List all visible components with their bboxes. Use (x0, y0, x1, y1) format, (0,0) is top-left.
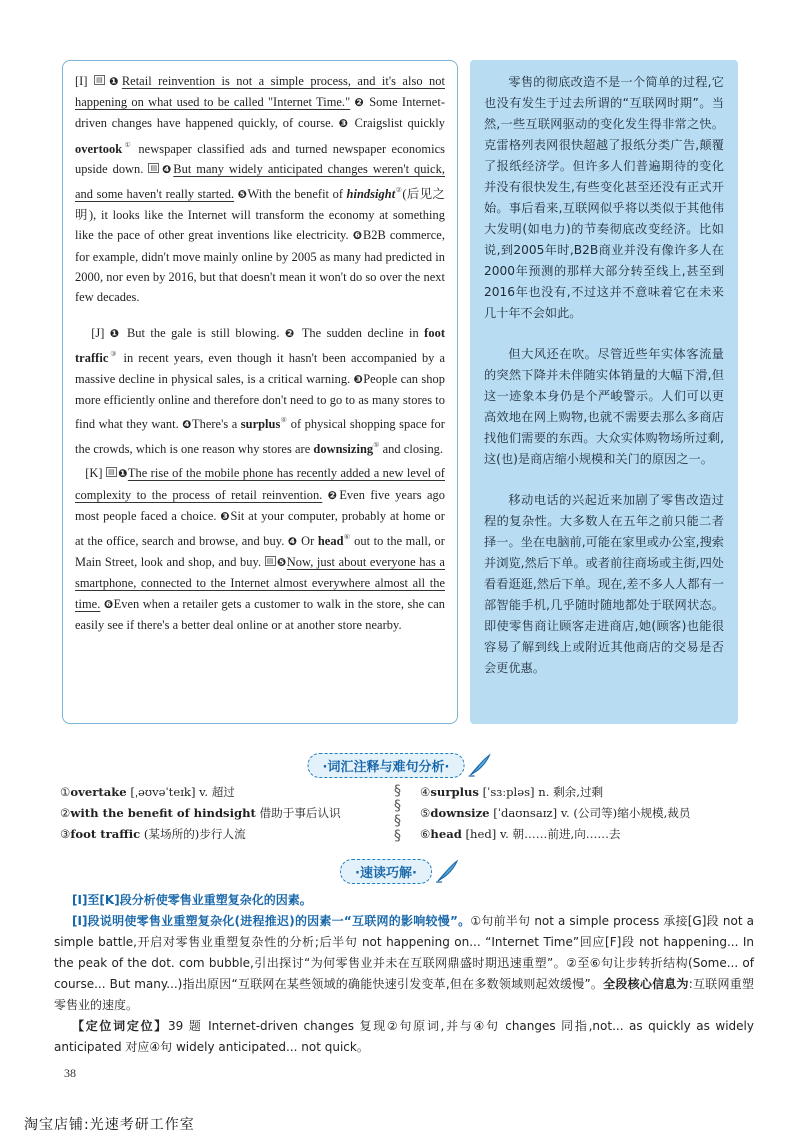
note-marker: ① (122, 140, 134, 149)
sentence-k-3: Sit at your computer, probably at home or at the office, search and browse, and buy. (75, 508, 445, 549)
sentence-j-3: People can shop more efficiently online and therefore don't need to go to as many stores to find what they want. (75, 371, 445, 432)
vocab-column-right (420, 782, 750, 845)
sentence-num-2: ❷ (354, 96, 365, 110)
sentence-i-6: B2B commerce, for example, didn't move mainly online by 2005 as many had predicted in 2000, nor even by 2016, but that doesn't mean it won't do so over the next few decades. (75, 228, 445, 305)
sentence-k-6: Even when a retailer gets a customer to walk in the store, she can easily see if there's a better deal online or at another store nearby. (75, 596, 445, 632)
binder-coil-icon: § § § § (394, 783, 401, 844)
vocab-word-downsizing: downsizing (313, 442, 374, 457)
sentence-j-4b: of physical shopping space for the crowds, which is one reason why stores are (75, 417, 445, 457)
paragraph-j (75, 323, 445, 459)
analysis-heading (54, 890, 754, 911)
speed-section-banner (340, 858, 460, 884)
sentence-num-6: ❻ (103, 597, 114, 611)
sentence-num-3: ❸ (220, 509, 231, 523)
paragraph-label-i: [I] (75, 74, 88, 88)
vocab-def: [hed] v. 朝……前进,向……去 (461, 827, 621, 841)
vocab-item (420, 803, 750, 824)
sentence-num-4: ❹ (182, 418, 192, 432)
quill-icon (466, 752, 492, 778)
vocab-def: 借助于事后认识 (255, 806, 341, 820)
translation-paragraph-j: 但大风还在吹。尽管近些年实体客流量的突然下降并未伴随实体销量的大幅下滑,但这一迹象本身仍是个严峻警示。人们可以更高效地在网上购物,也就不需要去那么多商店找他们需要的东西。大众实体购物场所过剩,这(也)是商店缩小规模和关门的原因之一。 (484, 347, 724, 466)
sentence-num-3: ❸ (338, 117, 350, 131)
analysis-section (54, 890, 754, 1058)
locate-label: 【定位词定位】 (72, 1019, 169, 1033)
vocab-item (60, 824, 390, 845)
note-marker: ⑥ (343, 533, 351, 542)
sentence-k-4b: out to the mall, or Main Street, look and shop, and buy. (75, 534, 445, 570)
note-marker: ⑤ (373, 441, 380, 450)
sentence-num-4: ❹ (287, 535, 298, 549)
marker-icon: ▤ (94, 75, 105, 85)
page-number: 38 (64, 1066, 76, 1080)
gloss: (后见之明) (75, 187, 445, 223)
sentence-k-4a: Or (301, 534, 318, 549)
paragraph-i (75, 71, 445, 307)
sentence-j-4a: There's a (191, 417, 241, 432)
sentence-i-1: Retail reinvention is not a simple process, and it's also not happening on what used to be called "Internet Time." (75, 74, 445, 110)
vocab-word-surplus: surplus (240, 417, 281, 432)
locate-body: 39 题 Internet-driven changes 复现②句原词,并与④句 changes 同指,not... as quickly as widely anticipated 对应④句 widely anticipated... not quick。 (54, 1019, 754, 1054)
sentence-num-5: ❺ (237, 188, 248, 202)
sentence-j-4c: and closing. (379, 442, 444, 457)
analysis-body: ①句前半句 not a simple process 承接[G]段 not a simple battle,开启对零售业重塑复杂性的分析;后半句 not happening on... “Internet Time”回应[F]段 not happening... In the peak of the dot. com bubble,引出探讨“为何零售业并未在互联网鼎盛时期迅速重塑”。②至⑥句让步转折结构(Some... of course... But many...)指出原因“互联网在某些领域的确能快速引发变革,但在多数领域则起效缓慢”。 (54, 914, 754, 991)
note-marker: ④ (280, 416, 288, 425)
vocab-section-banner (308, 752, 493, 778)
sentence-i-3a: Craigslist quickly (354, 116, 445, 131)
sentence-num-6: ❻ (352, 229, 363, 243)
vocab-item (60, 782, 390, 803)
vocab-num: ① (60, 785, 71, 799)
sentence-num-1: ❶ (109, 327, 122, 341)
vocab-num: ② (60, 806, 71, 820)
vocab-column-left (60, 782, 390, 845)
vocab-def: [ˈdaʊnsaɪz] v. (公司等)缩小规模,裁员 (489, 806, 691, 820)
sentence-k-1: The rise of the mobile phone has recently added a new level of complexity to the process of retail reinvention. (75, 466, 445, 502)
paragraph-label-j: [J] (91, 326, 105, 341)
vocab-def: [ˌəʊvəˈteɪk] v. 超过 (126, 785, 235, 799)
vocab-word: with the benefit of hindsight (70, 806, 256, 820)
chinese-translation-box (470, 60, 738, 724)
sentence-num-4: ❹ (160, 162, 174, 176)
sentence-num-3: ❸ (353, 372, 364, 386)
paragraph-label-k: [K] (85, 466, 103, 481)
vocab-num: ⑥ (420, 827, 431, 841)
vocab-def: [ˈsɜːpləs] n. 剩余,过剩 (478, 785, 604, 799)
vocab-word: head (430, 827, 462, 841)
sentence-i-4: But many widely anticipated changes weren't quick, and some haven't really started. (75, 161, 445, 202)
analysis-lead: [I]段说明使零售业重塑复杂化(进程推迟)的因素一“互联网的影响较慢”。 (72, 914, 471, 928)
sentence-i-2: Some Internet-driven changes have happened quickly, of course. (75, 95, 446, 131)
translation-paragraph-i: 零售的彻底改造不是一个简单的过程,它也没有发生于过去所谓的“互联网时期”。当然,一些互联网驱动的变化发生得非常之快。克雷格列表网很快超越了报纸分类广告,颠覆了报纸经济学。但许多人们普遍期待的变化并没有很快发生,有些变化甚至还没有正式开始。事后看来,互联网似乎将以类似于其他伟大发明(如电力)的节奏彻底改变经济。比如说,到2005年时,B2B商业并没有像许多人在2000年预测的那样大部分转至线上,甚至到2016年也没有,不过这并不意味着它在未来几十年不会如此。 (484, 75, 724, 320)
sentence-i-5a: With the benefit of (247, 187, 347, 202)
marker-icon: ▤ (148, 163, 159, 173)
analysis-paragraph (54, 911, 754, 1016)
vocab-word: downsize (430, 806, 490, 820)
sentence-k-5: Now, just about everyone has a smartphone, connected to the Internet almost everywhere almost all the time. (75, 555, 445, 611)
sentence-num-2: ❷ (327, 488, 340, 502)
paragraph-k (75, 463, 445, 635)
marker-icon: ▤ (106, 467, 117, 477)
analysis-locate (54, 1016, 754, 1058)
vocab-item (60, 803, 390, 824)
sentence-j-2b: in recent years, even though it hasn't been accompanied by a massive decline in physical sales, is a critical warning. (75, 351, 445, 386)
vocab-word: overtake (70, 785, 127, 799)
note-marker: ② (395, 186, 403, 195)
quill-icon (434, 858, 460, 884)
sentence-j-2a: The sudden decline in (301, 326, 425, 341)
english-passage-box (62, 60, 458, 724)
sentence-num-1: ❶ (105, 75, 122, 88)
vocab-list (60, 782, 750, 848)
note-marker: ③ (108, 350, 119, 359)
vocab-def: (某场所的)步行人流 (140, 827, 246, 841)
vocab-word-foot-traffic: foot traffic (75, 326, 445, 366)
sentence-i-3b: newspaper classified ads and turned newspaper economics upside down. (75, 141, 445, 176)
sentence-num-5: ❺ (276, 556, 287, 570)
vocab-word-head: head (317, 534, 344, 549)
speed-section-title: ·速读巧解· (340, 859, 432, 884)
analysis-intro: [I]至[K]段分析使零售业重塑复杂化的因素。 (72, 893, 312, 907)
analysis-core-label: 全段核心信息为 (603, 977, 689, 991)
shop-watermark: 淘宝店铺:光速考研工作室 (24, 1117, 195, 1133)
sentence-j-1: But the gale is still blowing. (126, 326, 280, 341)
sentence-num-2: ❷ (284, 327, 297, 341)
vocab-word: foot traffic (70, 827, 141, 841)
marker-icon: ▤ (265, 556, 276, 566)
vocab-num: ④ (420, 785, 431, 799)
vocab-section-title: ·词汇注释与难句分析· (308, 753, 465, 778)
vocab-item (420, 782, 750, 803)
sentence-num-1: ❶ (117, 467, 128, 481)
translation-paragraph-k: 移动电话的兴起近来加剧了零售改造过程的复杂性。大多数人在五年之前只能二者择一。坐在电脑前,可能在家里或办公室,搜索并浏览,然后下单。或者前往商场或主街,四处看看逛逛,然后下单。现在,差不多人人都有一部智能手机,几乎随时随地都处于联网状态。即使零售商让顾客走进商店,她(顾客)也能很容易了解到线上或附近其他商店的交易是否会更优惠。 (484, 493, 724, 675)
vocab-item (420, 824, 750, 845)
vocab-word-hindsight: hindsight (346, 187, 396, 202)
vocab-num: ⑤ (420, 806, 431, 820)
sentence-k-2: Even five years ago most people faced a choice. (75, 487, 445, 523)
vocab-num: ③ (60, 827, 71, 841)
sentence-i-5b: , it looks like the Internet will transform the economy at something like the pace of other great inventions like electricity. (75, 208, 445, 243)
analysis-core: :互联网重塑零售业的速度。 (54, 977, 754, 1012)
vocab-word: surplus (430, 785, 479, 799)
vocab-word-overtook: overtook (75, 141, 123, 156)
